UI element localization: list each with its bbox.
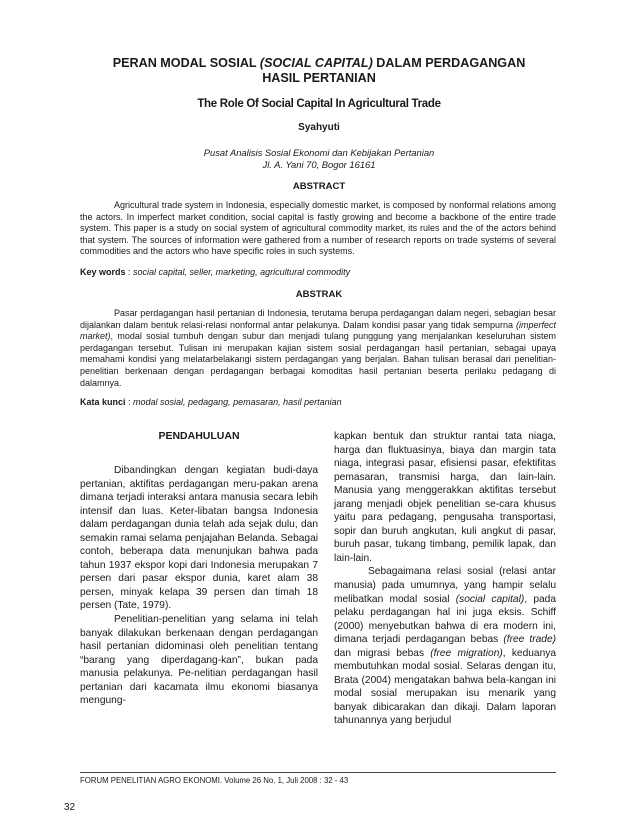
keywords: Key words : social capital, seller, marketing, agricultural commodity [80,267,351,277]
kata-kunci-text: modal sosial, pedagang, pemasaran, hasil pertanian [133,397,342,407]
right-paragraph-1 [334,430,556,565]
right-column [334,430,556,728]
left-column [80,464,318,708]
abstrak-body [80,308,556,389]
right-text-b: , pada pelaku perdagangan hal ini juga eksis. Schiff (2000) menyebutkan bahwa di era modern ini, dimana terjadi perdagangan bebas [334,593,556,646]
right-italic-1: (social capital) [455,593,525,605]
footer-divider [80,772,556,773]
abstract-body [80,200,556,258]
english-title: The Role Of Social Capital In Agricultural Trade [197,98,441,110]
abstrak-italic: (imperfect market) [80,319,556,342]
abstrak-text-1: Pasar perdagangan hasil pertanian di Indonesia, terutama berupa perdagangan dalam negeri, sebagian besar dijalankan dalam bentuk relasi-relasi nonformal antar pelakunya. Dalam kondisi pasar yang tidak sempurna [80,308,556,330]
abstract-heading: ABSTRACT [292,181,346,192]
keywords-text: social capital, seller, marketing, agricultural commodity [133,267,351,277]
page-number: 32 [64,802,76,813]
title-text: PERAN MODAL SOSIAL [112,56,260,70]
keywords-label: Key words [80,267,126,277]
section-heading: PENDAHULUAN [158,430,240,442]
abstract-text: Agricultural trade system in Indonesia, especially domestic market, is composed by nonformal relations among the actors. In imperfect market condition, social capital is fastly growing and become a backbone of the entire trade system. This paper is a study on social system of agricultural commodity market, its rules and the of the actors behind that system. The sources of information were gathered from a number of research reports on trade systems of several commodities and the actors who have specific roles in such systems. [80,200,556,257]
affiliation [60,147,578,171]
title-italic: (SOCIAL CAPITAL) [259,56,373,70]
affiliation-institution: Pusat Analisis Sosial Ekonomi dan Kebijakan Pertanian [203,147,435,158]
right-italic-3: (free migration) [430,647,503,659]
right-text-a: Sebagaimana relasi sosial (relasi antar manusia) pada umumnya, yang hampir selalu melibatkan modal sosial [334,566,556,605]
title-line-1 [60,56,578,71]
affiliation-address: Jl. A. Yani 70, Bogor 16161 [262,159,376,170]
abstrak-text-2: , modal sosial tumbuh dengan subur dan menjadi tulang punggung yang menjalankan keseluruhan sistem perdagangan tersebut. Tulisan ini merupakan kajian sistem sosial perdagangan hasil pertanian, sebagai upaya memahami kondisi yang melatarbelakangi sistem perdagangan yang berjalan. Bahan tulisan berasal dari penelitian-penelitian berkenaan dengan perdagangan berbagai komoditas hasil pertanian beserta perilaku pedagang di dalamnya. [80,331,556,388]
kata-kunci: Kata kunci : modal sosial, pedagang, pemasaran, hasil pertanian [80,397,342,407]
left-paragraph-2 [80,613,318,708]
right-paragraph-2 [334,565,556,728]
title-line-2: HASIL PERTANIAN [262,71,376,85]
paper-title [60,56,578,86]
kata-kunci-label: Kata kunci [80,397,126,407]
right-text-d: , keduanya membutuhkan modal sosial. Selaras dengan itu, Brata (2004) mengatakan bahwa bela-kangan ini modal sosial merupakan isu menarik yang banyak dibicarakan dan dikaji. Dalam laporan tahunannya yang berjudul [334,647,557,727]
left-paragraph-1-text: Dibandingkan dengan kegiatan budi-daya pertanian, aktifitas perdagangan meru-pakan arena dimana terjadi interaksi antara manusia secara lebih intensif dan luas. Keter-libatan bangsa Indonesia dalam perdagangan dunia telah ada sejak dulu, dan semakin ramai selama penjajahan Belanda. Sebagai contoh, beberapa data menunjukan bahwa pada tahun 1937 ekspor kopi dari Indonesia merupakan 7 persen dari pasar ekspor dunia, karet alam 38 persen, minyak kelapa 39 persen dan timah 18 persen (Tate, 1979). [80,465,318,612]
right-italic-2: (free trade) [503,634,556,646]
right-text-c: dan migrasi bebas [334,647,431,659]
title-text-end: DALAM PERDAGANGAN [372,56,526,70]
left-paragraph-2-text: Penelitian-penelitian yang selama ini telah banyak dilakukan berkenaan dengan perdagangan hasil pertanian didominasi oleh penelitian tentang “barang yang diperdagang-kan”, bukan pada manusia pelakunya. Pe-nelitian perdagangan hasil pertanian dari kacamata ilmu ekonomi biasanya mengung- [80,614,318,707]
journal-footer: FORUM PENELITIAN AGRO EKONOMI. Volume 26 No. 1, Juli 2008 : 32 - 43 [80,776,349,785]
author-name: Syahyuti [298,122,340,133]
abstrak-heading: ABSTRAK [295,289,343,300]
left-paragraph-1 [80,464,318,613]
right-paragraph-1-text: kapkan bentuk dan struktur rantai tata niaga, harga dan fluktuasinya, biaya dan margin tata niaga, integrasi pasar, efisiensi pasar, efektifitas pemasaran, transmisi harga, dan lain-lain. Manusia yang menggerakkan aktifitas tersebut jarang menjadi objek penelitian se-cara khusus yaitu para pedagang, pengusaha transportasi, sopir dan buruh angkutan, kuli angkut di pasar, buruh pasar, tukang timbang, pemilik lapak, dan lain-lain. [334,431,556,564]
